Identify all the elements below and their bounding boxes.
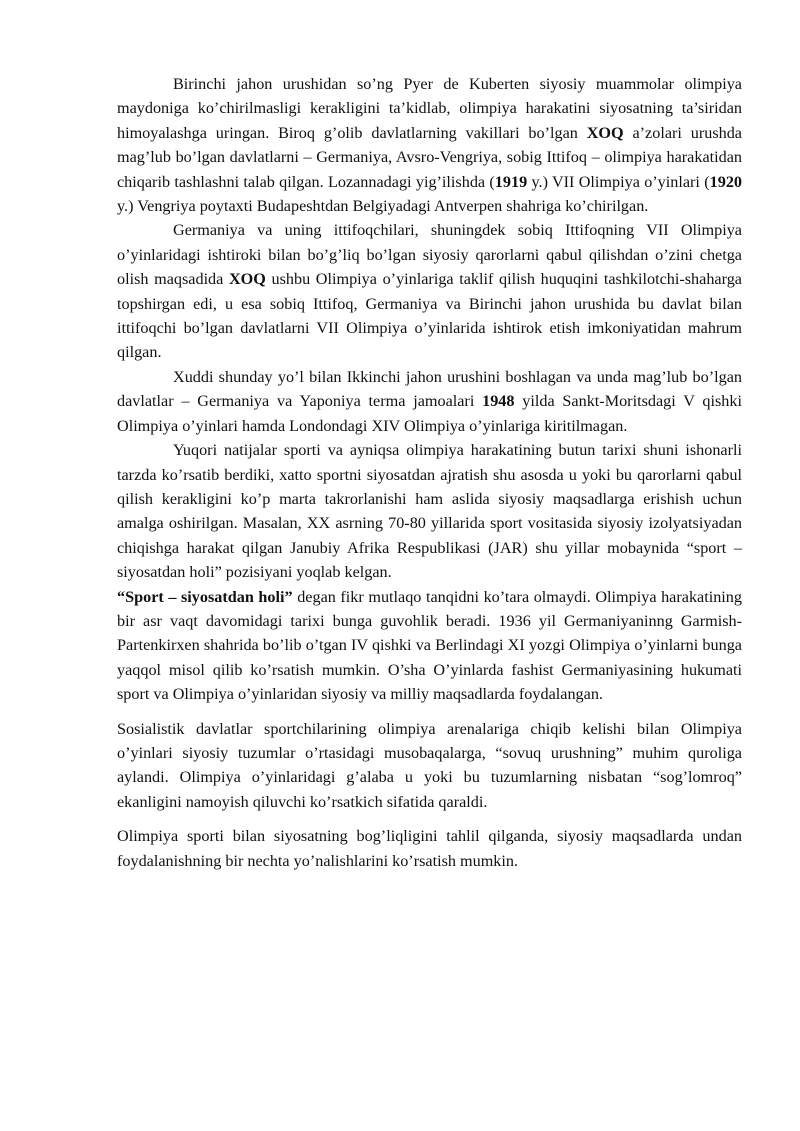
text-run: y.) VII Olimpiya o’yinlari (	[527, 172, 710, 191]
text-run: Xuddi shunday yo’l bilan Ikkinchi jahon urushini boshlagan va unda mag’lub bo’lgan davlatlar – Germaniya va Yaponiya terma jamoalari	[117, 367, 742, 411]
text-run: ushbu Olimpiya o’yinlariga taklif qilish huquqini tashkilotchi-shaharga topshirgan edi, u esa sobiq Ittifoq, Germaniya va Birinchi jahon urushida bu davlat bilan ittifoqchi bo’lgan davlatlarni VII Olimpiya o’yinlarida ishtirok etish imkoniyatidan mahrum qilgan.	[117, 270, 742, 362]
bold-year: 1948	[482, 392, 515, 411]
paragraph-7	[117, 824, 742, 873]
paragraph-1	[117, 72, 742, 218]
text-run: Birinchi jahon urushidan so’ng Pyer de Kuberten siyosiy muammolar olimpiya maydoniga ko’chirilmasligi kerakligini ta’kidlab, olimpiya harakatini siyosatning ta’siridan himoyalashga uringan. Biroq g’olib davlatlarning vakillari bo’lgan	[117, 75, 742, 142]
bold-phrase: “Sport – siyosatdan holi”	[117, 587, 293, 606]
text-run: Olimpiya sporti bilan siyosatning bog’liqligini tahlil qilganda, siyosiy maqsadlarda undan foydalanishning bir nechta yo’nalishlarini ko’rsatish mumkin.	[117, 827, 742, 870]
paragraph-5	[117, 585, 742, 707]
text-run: Germaniya va uning ittifoqchilari, shuningdek sobiq Ittifoqning VII Olimpiya o’yinlaridagi ishtiroki bilan bo’g’liq bo’lgan siyosiy qarorlarni qabul qilishdan o’zini chetga olish maqsadida	[117, 221, 742, 289]
bold-year: 1920	[709, 172, 743, 191]
bold-abbreviation: XOQ	[228, 270, 266, 289]
text-run: yilda Sankt-Moritsdagi V qishki Olimpiya o’yinlari hamda Londondagi XIV Olimpiya o’yinlariga kiritilmagan.	[117, 392, 742, 435]
text-run: Yuqori natijalar sporti va ayniqsa olimpiya harakatining butun tarixi shuni ishonarli tarzda ko’rsatib berdiki, xatto sportni siyosatdan ajratish shu asosda u yoki bu qarorlarni qabul qilish kerakligini ko’p marta takrorlanishi ham aslida siyosiy maqsadlarga erishish uchun amalga oshirilgan. Masalan, XX asrning 70-80 yillarida sport vositasida siyosiy izolyatsiyadan chiqishga harakat qilgan Janubiy Afrika Respublikasi (JAR) shu yillar mobaynida “sport – siyosatdan holi” pozisiyani yoqlab kelgan.	[117, 441, 742, 582]
paragraph-4	[117, 438, 742, 584]
paragraph-2	[117, 218, 742, 364]
document-page	[117, 72, 742, 873]
bold-year: 1919	[494, 172, 528, 191]
bold-abbreviation: XOQ	[586, 123, 624, 142]
text-run: degan fikr mutlaqo tanqidni ko’tara olmaydi. Olimpiya harakatining bir asr vaqt davomidagi tarixi bunga guvohlik beradi. 1936 yil Germaniyaninng Garmish-Partenkirxen shahrida bo’lib o’tgan IV qishki va Berlindagi XI yozgi Olimpiya o’yinlarni bunga yaqqol misol qilib ko’rsatish mumkin. O’sha O’yinlarda fashist Germaniyasining hukumati sport va Olimpiya o’yinlaridan siyosiy va milliy maqsadlarda foydalangan.	[117, 587, 742, 704]
text-run: Sosialistik davlatlar sportchilarining olimpiya arenalariga chiqib kelishi bilan Olimpiya o’yinlari siyosiy tuzumlar o’rtasidagi musobaqalarga, “sovuq urushning” muhim quroliga aylandi. Olimpiya o’yinlaridagi g’alaba u yoki bu tuzumlarning nisbatan “sog’lomroq” ekanligini namoyish qiluvchi ko’rsatkich sifatida qaraldi.	[117, 719, 742, 811]
text-run: a’zolari urushda mag’lub bo’lgan davlatlarni – Germaniya, Avsro-Vengriya, sobig Ittifoq – olimpiya harakatidan chiqarib tashlashni talab qilgan. Lozannadagi yig’ilishda (	[117, 123, 742, 191]
text-run: y.) Vengriya poytaxti Budapeshtdan Belgiyadagi Antverpen shahriga ko’chirilgan.	[117, 197, 649, 216]
paragraph-3	[117, 365, 742, 438]
paragraph-6	[117, 717, 742, 815]
